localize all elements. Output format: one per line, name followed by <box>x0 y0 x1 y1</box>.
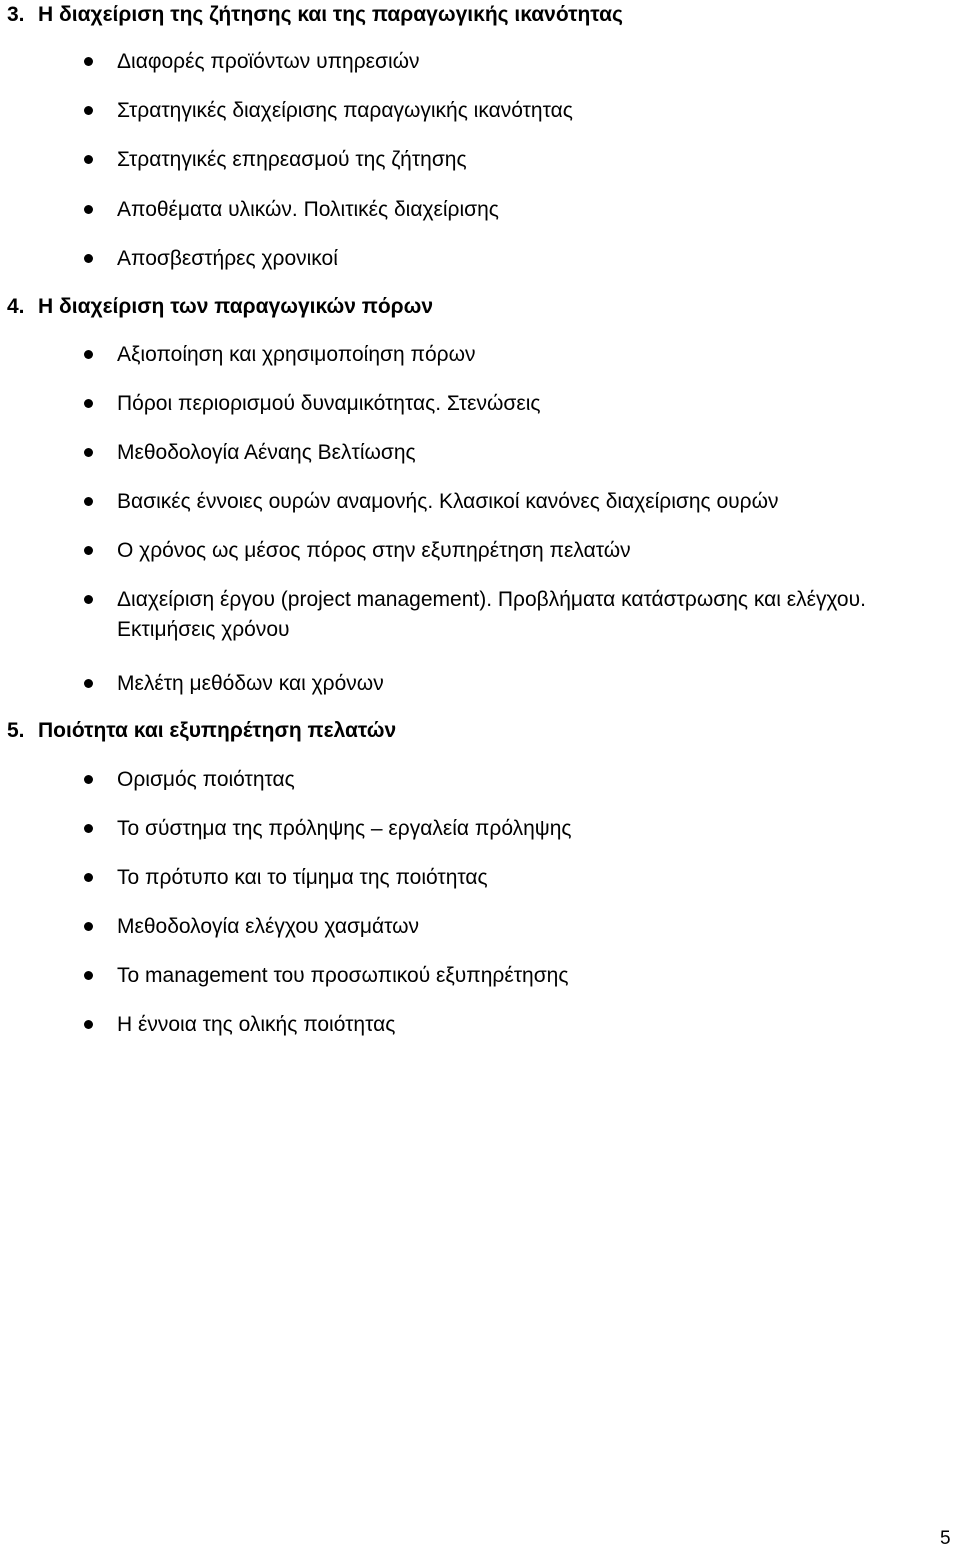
list-item <box>117 145 917 175</box>
list-item-text: Στρατηγικές επηρεασμού της ζήτησης <box>117 148 467 171</box>
bullet-icon <box>84 254 93 263</box>
list-item-text: Αποθέματα υλικών. Πολιτικές διαχείρισης <box>117 198 499 221</box>
list-item-text: Το πρότυπο και το τίμημα της ποιότητας <box>117 866 488 889</box>
list-item <box>117 536 917 566</box>
list-item <box>117 47 917 77</box>
bullet-icon <box>84 399 93 408</box>
list-item-text: Το management του προσωπικού εξυπηρέτησης <box>117 964 569 987</box>
list-item-text: Ορισμός ποιότητας <box>117 768 295 791</box>
list-item-text: Η έννοια της ολικής ποιότητας <box>117 1013 396 1036</box>
list-item <box>117 912 917 942</box>
section-number: 4. <box>7 295 25 318</box>
bullet-icon <box>84 448 93 457</box>
list-item-text: Πόροι περιορισμού δυναμικότητας. Στενώσεις <box>117 392 541 415</box>
bullet-icon <box>84 106 93 115</box>
list-item <box>117 863 917 893</box>
bullet-icon <box>84 205 93 214</box>
list-item <box>117 487 917 517</box>
bullet-icon <box>84 1020 93 1029</box>
list-item-text: Ο χρόνος ως μέσος πόρος στην εξυπηρέτηση πελατών <box>117 539 631 562</box>
list-item <box>117 1010 917 1040</box>
list-item <box>117 340 917 370</box>
section-number: 3. <box>7 3 25 26</box>
section-title: Η διαχείριση της ζήτησης και της παραγωγικής ικανότητας <box>38 3 623 26</box>
page-number: 5 <box>940 1528 951 1549</box>
bullet-icon <box>84 57 93 66</box>
bullet-icon <box>84 824 93 833</box>
list-item <box>117 585 917 645</box>
section-title: Ποιότητα και εξυπηρέτηση πελατών <box>38 719 397 742</box>
bullet-icon <box>84 873 93 882</box>
list-item <box>117 244 917 274</box>
list-item-text: Διαφορές προϊόντων υπηρεσιών <box>117 50 420 73</box>
list-item-text: Το σύστημα της πρόληψης – εργαλεία πρόληψης <box>117 817 572 840</box>
section-title: Η διαχείριση των παραγωγικών πόρων <box>38 295 434 318</box>
list-item-text: Αξιοποίηση και χρησιμοποίηση πόρων <box>117 343 476 366</box>
list-item-text: Μελέτη μεθόδων και χρόνων <box>117 672 384 695</box>
section-number: 5. <box>7 719 25 742</box>
list-item <box>117 438 917 468</box>
section-heading <box>7 294 433 320</box>
list-item-text: Μεθοδολογία Αέναης Βελτίωσης <box>117 441 416 464</box>
section-heading <box>7 718 396 744</box>
bullet-icon <box>84 595 93 604</box>
bullet-icon <box>84 679 93 688</box>
list-item-text: Μεθοδολογία ελέγχου χασμάτων <box>117 915 420 938</box>
bullet-icon <box>84 775 93 784</box>
bullet-icon <box>84 922 93 931</box>
list-item <box>117 195 917 225</box>
list-item <box>117 96 917 126</box>
bullet-icon <box>84 497 93 506</box>
list-item-text: Στρατηγικές διαχείρισης παραγωγικής ικανότητας <box>117 99 573 122</box>
section-heading <box>7 2 623 28</box>
list-item <box>117 669 917 699</box>
list-item <box>117 765 917 795</box>
bullet-icon <box>84 546 93 555</box>
list-item-text: Διαχείριση έργου (project management). Προβλήματα κατάστρωσης και ελέγχου. Εκτιμήσεις χρόνου <box>117 588 866 641</box>
list-item-text: Αποσβεστήρες χρονικοί <box>117 247 338 270</box>
list-item <box>117 814 917 844</box>
bullet-icon <box>84 155 93 164</box>
bullet-icon <box>84 350 93 359</box>
bullet-icon <box>84 971 93 980</box>
list-item <box>117 389 917 419</box>
list-item-text: Βασικές έννοιες ουρών αναμονής. Κλασικοί κανόνες διαχείρισης ουρών <box>117 490 779 513</box>
list-item <box>117 961 917 991</box>
